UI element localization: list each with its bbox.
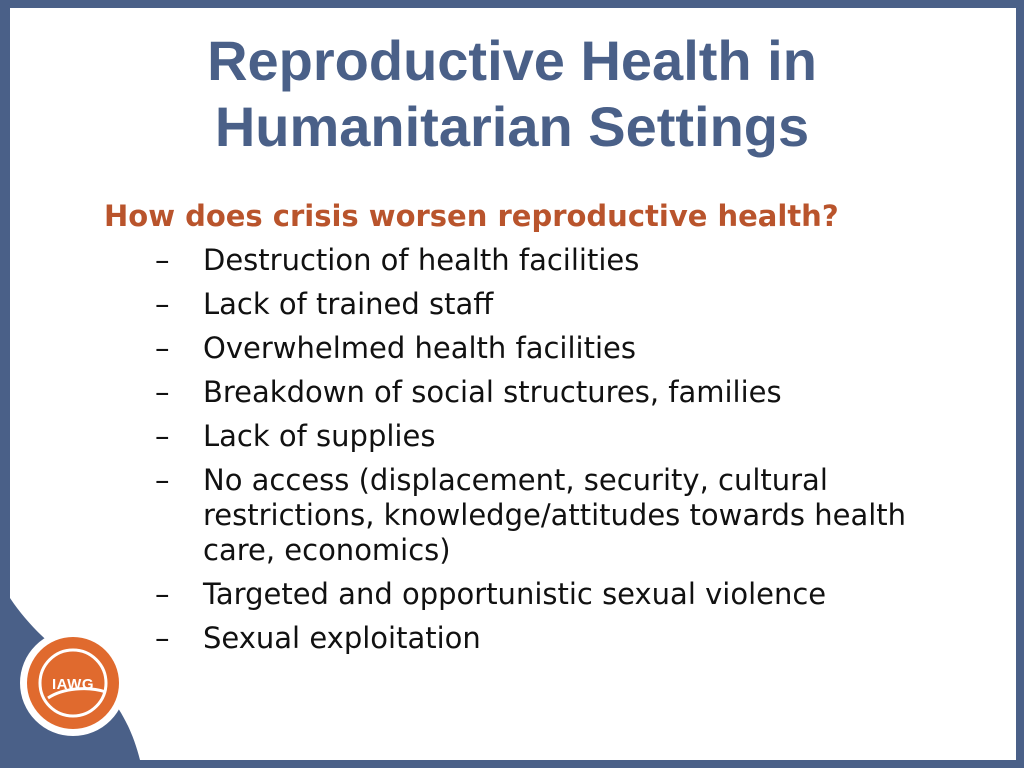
list-item: [155, 243, 965, 278]
list-item: [155, 577, 965, 612]
list-item-text: Targeted and opportunistic sexual violence: [203, 577, 827, 611]
dash-bullet: –: [155, 577, 170, 611]
list-item-text: No access (displacement, security, cultural restrictions, knowledge/attitudes towards health care, economics): [203, 463, 907, 567]
title-line-1: Reproductive Health in: [207, 29, 817, 92]
list-item-text: Breakdown of social structures, families: [203, 375, 782, 409]
question-heading: How does crisis worsen reproductive health?: [104, 199, 839, 233]
list-item-text: Lack of supplies: [203, 419, 436, 453]
dash-bullet: –: [155, 287, 170, 321]
logo-wordmark: IAWG: [52, 676, 94, 693]
list-item: [155, 375, 965, 410]
list-item-text: Lack of trained staff: [203, 287, 494, 321]
slide-title: [0, 28, 1024, 160]
title-line-2: Humanitarian Settings: [214, 95, 810, 158]
dash-bullet: –: [155, 243, 170, 277]
list-item: [155, 287, 965, 322]
list-item: [155, 419, 965, 454]
bullet-list: [155, 243, 965, 665]
dash-bullet: –: [155, 375, 170, 409]
list-item: [155, 621, 965, 656]
dash-bullet: –: [155, 331, 170, 365]
list-item: [155, 331, 965, 366]
list-item-text: Destruction of health facilities: [203, 243, 640, 277]
list-item-text: Sexual exploitation: [203, 621, 481, 655]
list-item-text: Overwhelmed health facilities: [203, 331, 636, 365]
dash-bullet: –: [155, 463, 170, 497]
dash-bullet: –: [155, 621, 170, 655]
list-item: [155, 463, 965, 568]
dash-bullet: –: [155, 419, 170, 453]
